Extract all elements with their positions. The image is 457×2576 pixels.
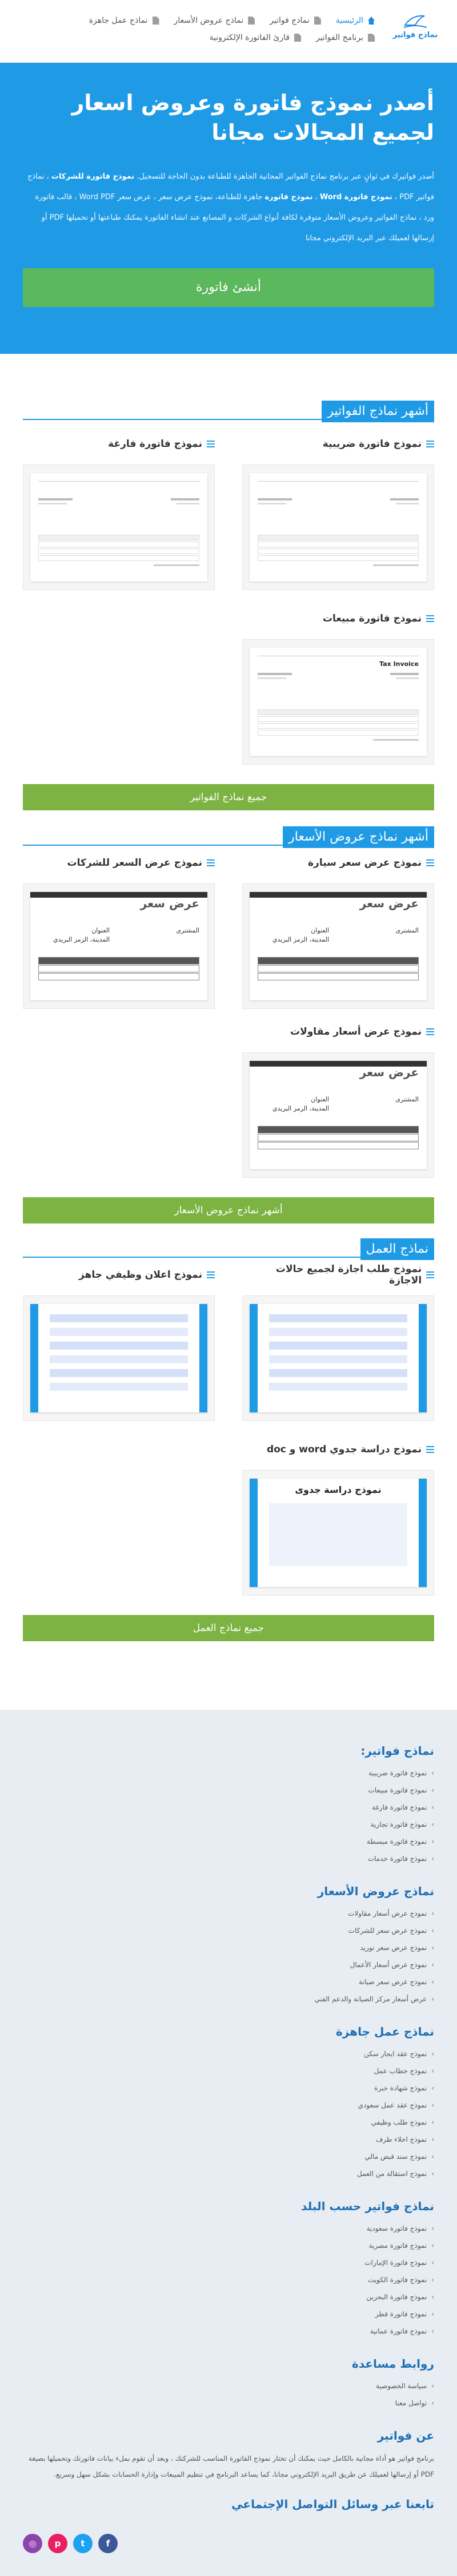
- section-title: أشهر نماذج الفواتير: [322, 401, 434, 422]
- nav-link-invoice-software[interactable]: برنامج الفواتير: [316, 33, 375, 42]
- footer-link[interactable]: › عرض أسعار مركز الصيانة والدعم الفني: [23, 1990, 434, 2008]
- footer-link[interactable]: › نموذج فاتورة سعودية: [23, 2220, 434, 2237]
- list-icon: [426, 859, 434, 866]
- list-icon: [426, 441, 434, 447]
- footer-link[interactable]: › نموذج عرض أسعار الأعمال: [23, 1956, 434, 1973]
- nav-links: [16, 13, 375, 42]
- footer-link[interactable]: › نموذج فاتورة الكويت: [23, 2271, 434, 2288]
- footer-link[interactable]: › نموذج عقد عمل سعودي: [23, 2097, 434, 2114]
- work-section: [0, 1238, 457, 1641]
- list-icon: [207, 859, 215, 866]
- nav-link-home[interactable]: الرئيسية: [336, 16, 375, 25]
- invoice-card[interactable]: نموذج فاتورة ضريبية: [242, 433, 434, 590]
- footer-link[interactable]: › نموذج فاتورة البحرين: [23, 2288, 434, 2306]
- document-icon: [314, 17, 321, 25]
- logo-text: نماذج فواتير: [392, 31, 438, 39]
- address-label: العنوان: [91, 927, 110, 934]
- footer-link[interactable]: › تواصل معنا: [23, 2395, 434, 2412]
- section-title: أشهر نماذج عروض الأسعار: [283, 826, 434, 848]
- footer-group-title: نماذج عروض الأسعار: [317, 1884, 434, 1898]
- social-links: [23, 2534, 434, 2553]
- city-label: المدينة، الرمز البريدي: [53, 936, 110, 943]
- study-heading: نموذج دراسة جدوى: [295, 1484, 382, 1495]
- document-icon: [368, 34, 375, 42]
- footer-link[interactable]: › نموذج فاتورة تجارية: [23, 1816, 434, 1833]
- paper-heading: عرض سعر: [359, 1065, 419, 1079]
- list-icon: [426, 615, 434, 622]
- document-icon: [248, 17, 255, 25]
- nav-link-e-invoice-reader[interactable]: قارئ الفاتورة الإلكترونية: [210, 33, 302, 42]
- quotes-section: [0, 826, 457, 1224]
- quote-thumbnail[interactable]: [242, 883, 434, 1009]
- footer-link[interactable]: › نموذج طلب وظيفي: [23, 2114, 434, 2131]
- footer-link[interactable]: › نموذج عقد ايجار سكن: [23, 2045, 434, 2062]
- invoice-card[interactable]: نموذج فاتورة فارغة: [23, 433, 215, 590]
- city-label: المدينة، الرمز البريدي: [272, 936, 330, 943]
- city-label: المدينة، الرمز البريدي: [272, 1105, 330, 1112]
- instagram-icon[interactable]: ◎: [23, 2534, 42, 2553]
- footer-link-list: [23, 1765, 434, 1867]
- site-logo[interactable]: [390, 13, 441, 39]
- top-navbar: [0, 0, 457, 63]
- footer-link[interactable]: › نموذج عرض أسعار مقاولات: [23, 1905, 434, 1922]
- work-thumbnail[interactable]: [242, 1295, 434, 1421]
- create-invoice-button[interactable]: أنشئ فاتورة: [23, 268, 434, 307]
- footer-group-title: نماذج عمل جاهزة: [336, 2025, 434, 2038]
- footer-link[interactable]: › سياسة الخصوصية: [23, 2377, 434, 2395]
- footer-link[interactable]: › نموذج فاتورة قطر: [23, 2306, 434, 2323]
- list-icon: [207, 1271, 215, 1278]
- footer-group-title: نماذج فواتير حسب البلد: [301, 2199, 434, 2213]
- about-title: عن فواتير: [377, 2429, 434, 2442]
- work-card[interactable]: نموذج دراسة جدوي word و doc نموذج دراسة جدوى: [242, 1438, 434, 1596]
- facebook-icon[interactable]: f: [98, 2534, 118, 2553]
- footer-link-list: [23, 2377, 434, 2412]
- quote-card[interactable]: نموذج عرض السعر للشركات عرض سعر المشترى العنوان المدينة، الرمز البريدي: [23, 851, 215, 1009]
- invoice-thumbnail[interactable]: [242, 639, 434, 765]
- work-thumbnail[interactable]: [242, 1470, 434, 1596]
- home-icon: [368, 17, 375, 25]
- footer-link[interactable]: › نموذج فاتورة مبيعات: [23, 1782, 434, 1799]
- twitter-icon[interactable]: t: [73, 2534, 93, 2553]
- about-text: برنامج فواتير هو أداة مجانية بالكامل حيث يمكنك أن تختار نموذج الفاتورة المناسب للشركتك ، وبعد أن تقوم بملء بيانات فاتورتك وتحميلها بصيغة PDF أو إرسالها لعميلك عن طريق البريد الإلكتروني مجانا، كما يساعد البرنامج في تنظيم المبيعات وإدارة الحسابات بشكل سهل وسريع.: [28, 2454, 434, 2478]
- list-icon: [426, 1446, 434, 1453]
- invoices-section: [0, 401, 457, 810]
- footer-group-title: روابط مساعدة: [352, 2357, 434, 2371]
- footer-link-list: [23, 2045, 434, 2182]
- footer-link[interactable]: › نموذج اخلاء طرف: [23, 2131, 434, 2148]
- document-icon: [294, 34, 301, 42]
- footer-link[interactable]: › نموذج فاتورة مبسطة: [23, 1833, 434, 1850]
- invoice-thumbnail[interactable]: [23, 465, 215, 590]
- nav-link-work-templates[interactable]: نماذج عمل جاهزة: [89, 16, 159, 25]
- footer-link[interactable]: › نموذج فاتورة خدمات: [23, 1850, 434, 1867]
- client-label: المشترى: [395, 927, 419, 934]
- all-quotes-button[interactable]: أشهر نماذج عروض الأسعار: [23, 1197, 434, 1224]
- paper-heading: Tax Invoice: [379, 660, 419, 668]
- footer-link[interactable]: › نموذج فاتورة ضريبية: [23, 1765, 434, 1782]
- quote-thumbnail[interactable]: [23, 883, 215, 1009]
- social-title: تابعنا عبر وسائل التواصل الإجتماعي: [231, 2497, 434, 2511]
- client-label: المشترى: [176, 927, 199, 934]
- work-card[interactable]: نموذج اعلان وظيفي جاهز: [23, 1263, 215, 1421]
- work-thumbnail[interactable]: [23, 1295, 215, 1421]
- footer-link[interactable]: › نموذج خطاب عمل: [23, 2062, 434, 2080]
- footer-link[interactable]: › نموذج فاتورة الإمارات: [23, 2254, 434, 2271]
- paper-heading: عرض سعر: [140, 897, 199, 910]
- footer-link[interactable]: › نموذج فاتورة فارغة: [23, 1799, 434, 1816]
- quote-card[interactable]: نموذج عرض أسعار مقاولات عرض سعر المشترى العنوان المدينة، الرمز البريدي: [242, 1020, 434, 1178]
- footer-link[interactable]: › نموذج عرض سعر صيانة: [23, 1973, 434, 1990]
- all-work-templates-button[interactable]: جميع نماذج العمل: [23, 1615, 434, 1641]
- invoice-card[interactable]: نموذج فاتورة مبيعات Tax Invoice: [242, 607, 434, 765]
- list-icon: [207, 441, 215, 447]
- quote-card[interactable]: نموذج عرض سعر سيارة عرض سعر المشترى العنوان المدينة، الرمز البريدي: [242, 851, 434, 1009]
- quote-thumbnail[interactable]: [242, 1052, 434, 1178]
- list-icon: [426, 1028, 434, 1035]
- hero-section: [0, 63, 457, 354]
- invoice-thumbnail[interactable]: [242, 465, 434, 590]
- hero-title: أصدر نموذج فاتورة وعروض اسعار لجميع المجالات مجانا: [71, 90, 434, 145]
- footer-link[interactable]: › نموذج فاتورة مصرية: [23, 2237, 434, 2254]
- footer-link[interactable]: › نموذج فاتورة عمانية: [23, 2323, 434, 2340]
- pinterest-icon[interactable]: p: [48, 2534, 67, 2553]
- work-card[interactable]: نموذج طلب اجازة لجميع حالات الاجازة: [242, 1263, 434, 1421]
- footer-link[interactable]: › نموذج شهادة خبرة: [23, 2080, 434, 2097]
- footer-link-list: [23, 2220, 434, 2340]
- footer: [0, 1710, 457, 2576]
- footer-link[interactable]: › نموذج سند قبض مالي: [23, 2148, 434, 2165]
- list-icon: [426, 1271, 434, 1278]
- logo-icon: [402, 13, 429, 30]
- footer-link-list: [23, 1905, 434, 2008]
- footer-link[interactable]: › نموذج استقالة من العمل: [23, 2165, 434, 2182]
- hero-description: أصدر فواتيرك في ثوانٍ عبر برنامج نماذج الفواتير المجانية الجاهزة للطباعة بدون الحاجة للتسجيل. نموذج فاتورة للشركات ، نماذج فواتير PDF ، نموذج فاتورة Word ، نموذج فاتورة جاهزة للطباعة، نموذج عرض سعر ، عرض سعر Word PDF ، قالب فاتورة ورد ، نماذج الفواتير وعروض الأسعار متوفرة لكافة أنواع الشركات و المصانع عند انشاء الفاتورة يمكنك طباعتها أو تحميلها PDF أو إرسالها لعميلك عبر البريد الإلكتروني مجانا: [27, 172, 434, 243]
- all-invoices-button[interactable]: جميع نماذج الفواتير: [23, 784, 434, 810]
- client-label: المشترى: [395, 1096, 419, 1103]
- section-title: نماذج العمل: [360, 1238, 434, 1260]
- nav-link-quotes[interactable]: نماذج عروض الأسعار: [174, 16, 255, 25]
- footer-group-title: نماذج فواتير:: [360, 1744, 434, 1758]
- footer-link[interactable]: › نموذج عرض سعر للشركات: [23, 1922, 434, 1939]
- document-icon: [153, 17, 159, 25]
- footer-link[interactable]: › نموذج عرض سعر توريد: [23, 1939, 434, 1956]
- paper-heading: عرض سعر: [359, 897, 419, 910]
- address-label: العنوان: [311, 927, 330, 934]
- address-label: العنوان: [311, 1096, 330, 1103]
- nav-link-invoices[interactable]: نماذج فواتير: [270, 16, 321, 25]
